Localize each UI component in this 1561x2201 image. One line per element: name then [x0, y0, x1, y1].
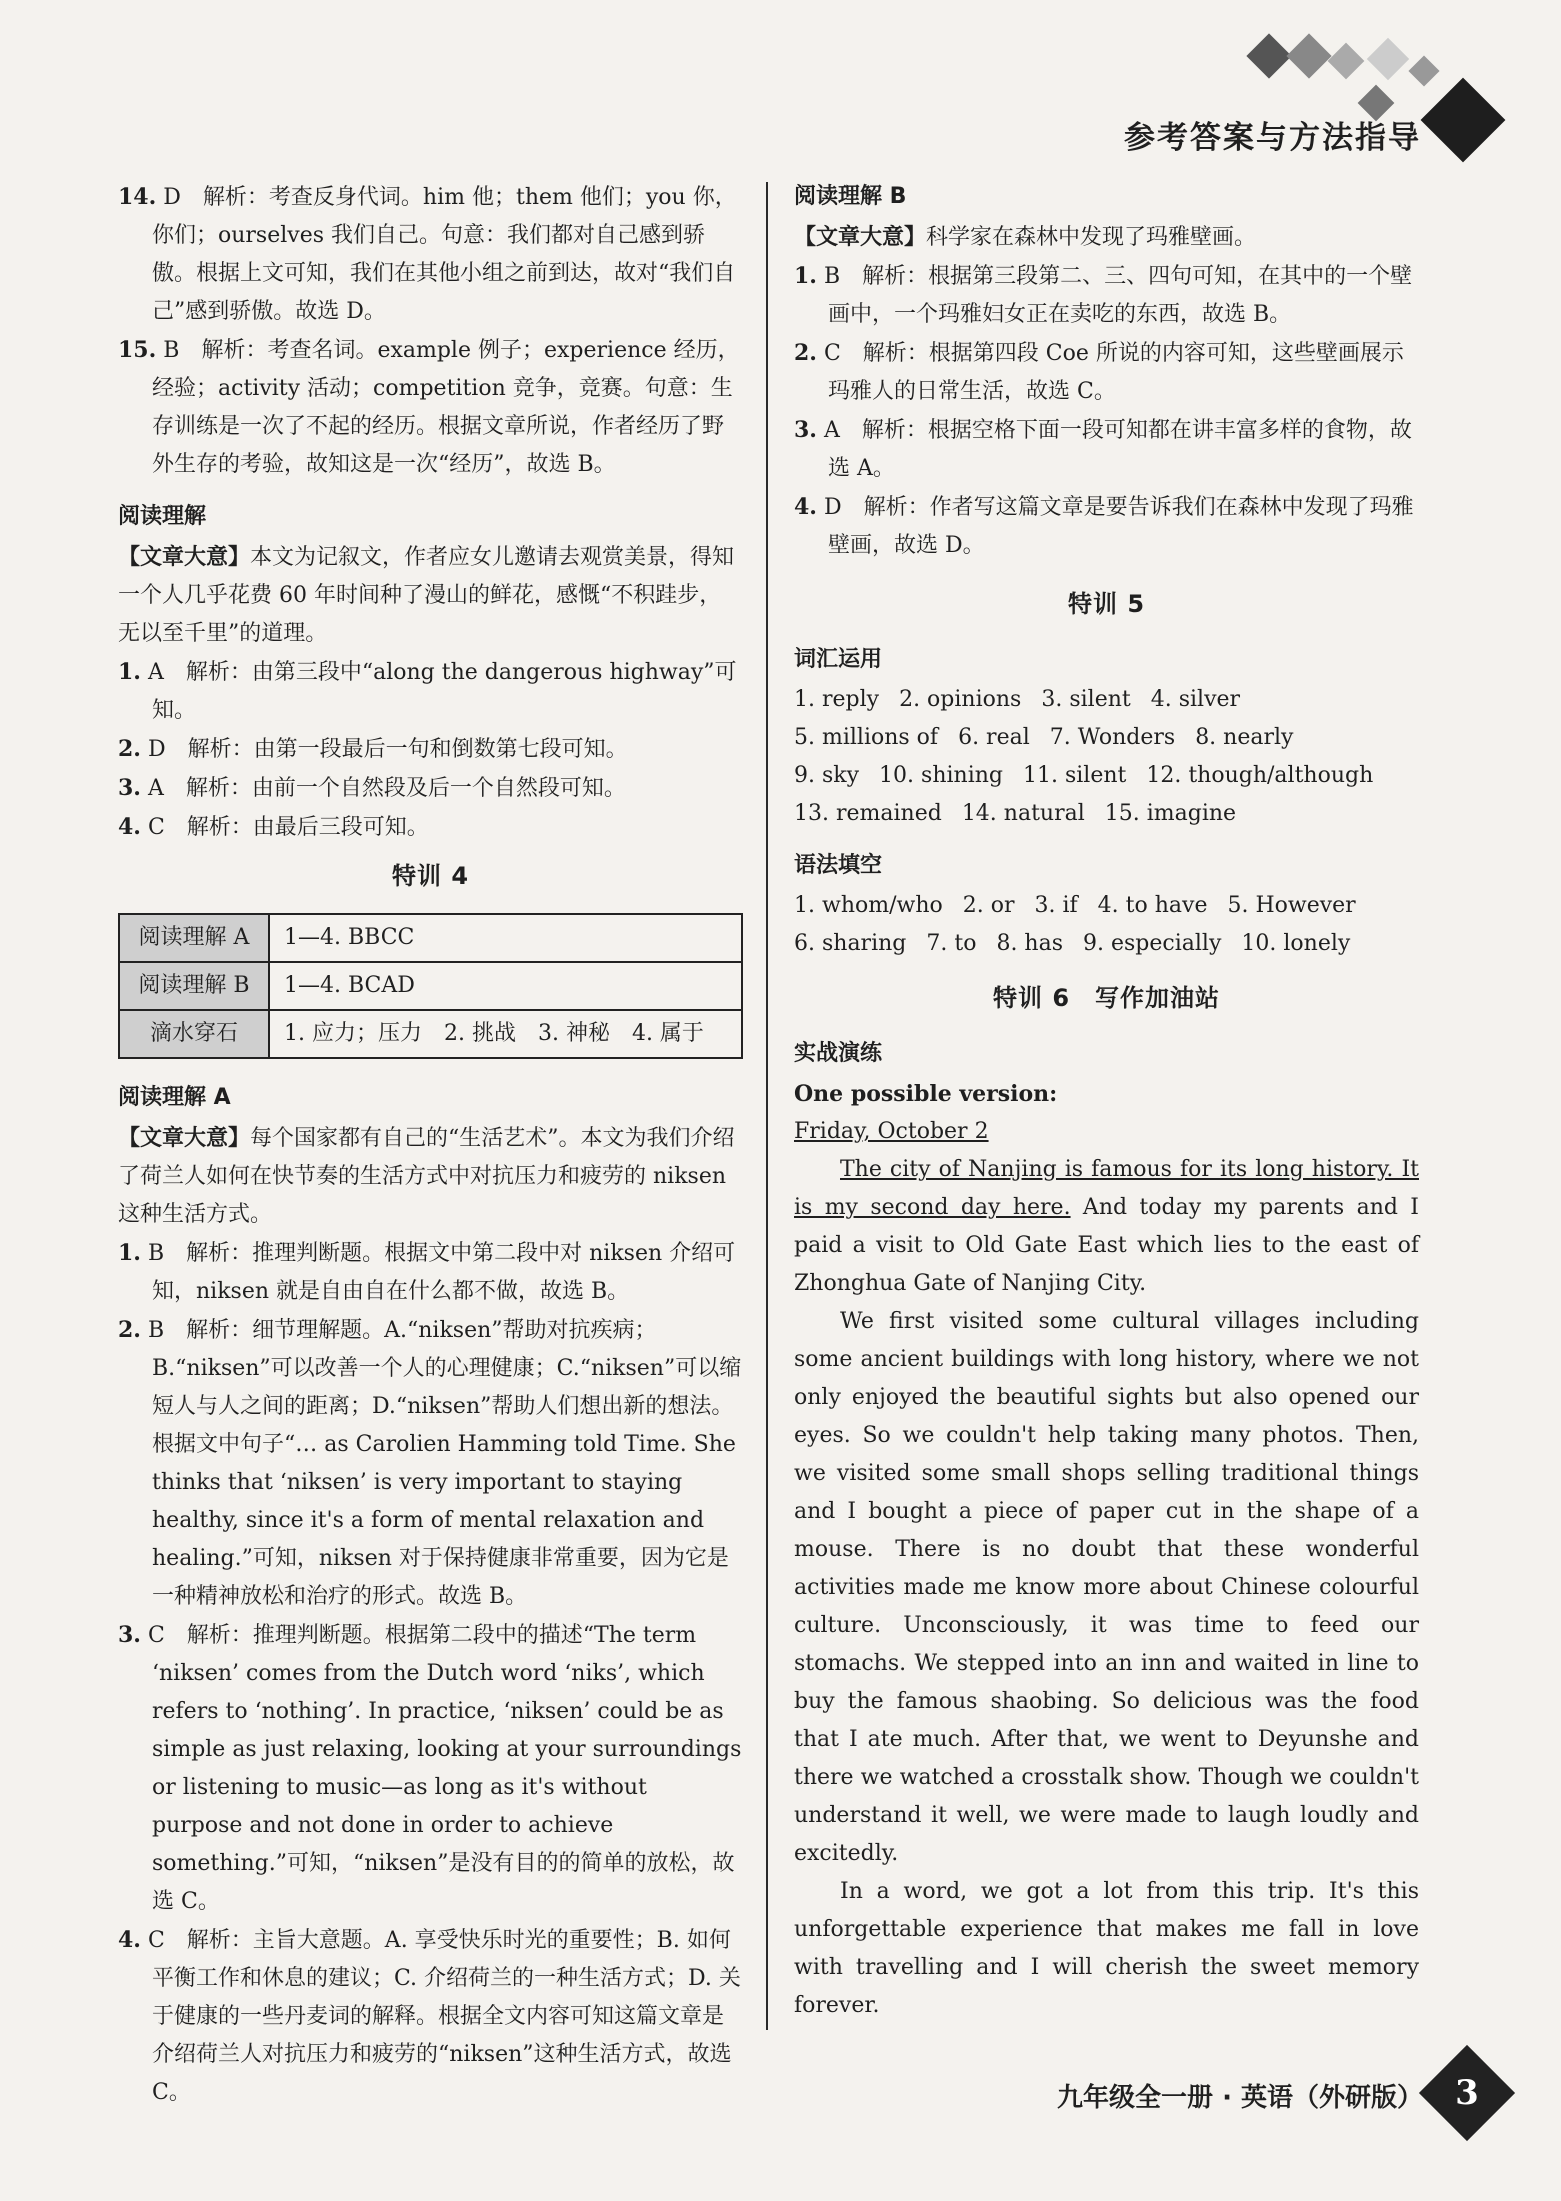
vocab-row: 9. sky 10. shining 11. silent 12. though/although — [794, 763, 1374, 788]
column-divider — [766, 182, 768, 2030]
page-header — [0, 0, 1561, 170]
diamond-decoration-icon — [1133, 30, 1513, 190]
vocab-row: 1. reply 2. opinions 3. silent 4. silver — [794, 687, 1241, 712]
left-column — [118, 178, 743, 2112]
vocab-row: 13. remained 14. natural 15. imagine — [794, 801, 1237, 826]
article-summary: 【文章大意】本文为记叙文，作者应女儿邀请去观赏美景，得知一个人几乎花费 60 年时间种了漫山的鲜花，感慨“不积跬步，无以至千里”的道理。 — [118, 544, 735, 646]
reading-heading: 阅读理解 B — [794, 184, 907, 209]
answer-item: 1. B 解析：根据第三段第二、三、四句可知，在其中的一个壁画中，一个玛雅妇女正在卖吃的东西，故选 B。 — [794, 263, 1413, 327]
page-footer — [0, 2031, 1561, 2201]
footer-text: 九年级全一册 · 英语（外研版） — [1057, 2083, 1423, 2113]
answer-item: 2. D 解析：由第一段最后一句和倒数第七段可知。 — [118, 736, 628, 762]
essay-date: Friday, October 2 — [794, 1119, 989, 1144]
essay — [794, 1151, 1419, 2025]
vocab-row: 5. millions of 6. real 7. Wonders 8. nearly — [794, 725, 1294, 750]
reading-heading: 阅读理解 — [118, 504, 207, 529]
article-summary: 【文章大意】科学家在森林中发现了玛雅壁画。 — [794, 224, 1257, 250]
page-number-badge — [1419, 2045, 1515, 2141]
answer-item: 15. B 解析：考查名词。example 例子；experience 经历，经验；activity 活动；competition 竞争，竞赛。句意：生存训练是一次了不起的经历。根据文章所说，作者经历了野外生存的考验，故知这是一次“经历”，故选 B。 — [118, 337, 740, 477]
answer-item: 1. A 解析：由第三段中“along the dangerous highway”可知。 — [118, 659, 737, 723]
grammar-row: 1. whom/who 2. or 3. if 4. to have 5. However — [794, 893, 1356, 918]
version-label: One possible version: — [794, 1081, 1058, 1107]
essay-paragraph: In a word, we got a lot from this trip. It's this unforgettable experience that makes me fall in love with travelling and I will cherish the sweet memory forever. — [794, 1879, 1419, 2018]
section-title: 特训 6 写作加油站 — [992, 984, 1221, 1012]
essay-paragraph: The city of Nanjing is famous for its long history. It is my second day here. And today my parents and I paid a visit to Old Gate East which lies to the east of Zhonghua Gate of Nanjing City. — [794, 1157, 1419, 1296]
right-column — [794, 178, 1419, 2025]
header-title: 参考答案与方法指导 — [1124, 120, 1421, 156]
section-title: 特训 5 — [1067, 590, 1146, 618]
practice-heading: 实战演练 — [794, 1041, 883, 1066]
answer-item: 3. A 解析：由前一个自然段及后一个自然段可知。 — [118, 775, 626, 801]
answer-item: 1. B 解析：推理判断题。根据文中第二段中对 niksen 介绍可知，niksen 就是自由自在什么都不做，故选 B。 — [118, 1240, 736, 1304]
answer-item: 3. C 解析：推理判断题。根据第二段中的描述“The term ‘niksen’ comes from the Dutch word ‘niks’, which refers to ‘nothing’. In practice, ‘niksen’ could be as simple as just relaxing, looking at your surroundings or listening to music—as long as it's without purpose and not done in order to achieve something.”可知，“niksen”是没有目的的简单的放松，故选 C。 — [118, 1622, 742, 1914]
table-row: 滴水穿石 1. 应力；压力 2. 挑战 3. 神秘 4. 属于 — [119, 1010, 742, 1058]
answer-item: 14. D 解析：考查反身代词。him 他；them 他们；you 你，你们；ourselves 我们自己。句意：我们都对自己感到骄傲。根据上文可知，我们在其他小组之前到达，故对“我们自己”感到骄傲。故选 D。 — [118, 184, 737, 324]
reading-heading: 阅读理解 A — [118, 1085, 231, 1110]
grammar-row: 6. sharing 7. to 8. has 9. especially 10. lonely — [794, 931, 1351, 956]
table-row: 阅读理解 B 1—4. BCAD — [119, 962, 742, 1010]
page-number: 3 — [1455, 2073, 1479, 2113]
essay-paragraph: We first visited some cultural villages including some ancient buildings with long history, where we not only enjoyed the beautiful sights but also opened our eyes. So we couldn't help taking many photos. Then, we visited some small shops selling traditional things and I bought a piece of paper cut in the shape of a mouse. There is no doubt that these wonderful activities made me know more about Chinese colourful culture. Unconsciously, it was time to feed our stomachs. We stepped into an inn and waited in line to buy the famous shaobing. So delicious was the food that I ate much. After that, we went to Deyunshe and there we watched a crosstalk show. Though we couldn't understand it well, we were made to laugh loudly and excitedly. — [794, 1309, 1419, 1866]
answers-table — [118, 913, 743, 1059]
answer-item: 2. B 解析：细节理解题。A.“niksen”帮助对抗疾病；B.“niksen”可以改善一个人的心理健康；C.“niksen”可以缩短人与人之间的距离；D.“niksen”帮助人们想出新的想法。根据文中句子“… as Carolien Hamming told Time. She thinks that ‘niksen’ is very important to staying healthy, since it's a form of mental relaxation and healing.”可知，niksen 对于保持健康非常重要，因为它是一种精神放松和治疗的形式。故选 B。 — [118, 1317, 742, 1609]
vocab-heading: 词汇运用 — [794, 647, 883, 672]
answer-item: 4. D 解析：作者写这篇文章是要告诉我们在森林中发现了玛雅壁画，故选 D。 — [794, 494, 1414, 558]
answer-item: 2. C 解析：根据第四段 Coe 所说的内容可知，这些壁画展示玛雅人的日常生活，故选 C。 — [794, 340, 1404, 404]
answer-item: 4. C 解析：主旨大意题。A. 享受快乐时光的重要性；B. 如何平衡工作和休息的建议；C. 介绍荷兰的一种生活方式；D. 关于健康的一些丹麦词的解释。根据全文内容可知这篇文章是介绍荷兰人对抗压力和疲劳的“niksen”这种生活方式，故选 C。 — [118, 1927, 741, 2105]
answer-item: 3. A 解析：根据空格下面一段可知都在讲丰富多样的食物，故选 A。 — [794, 417, 1412, 481]
answer-item: 4. C 解析：由最后三段可知。 — [118, 814, 429, 840]
grammar-heading: 语法填空 — [794, 853, 883, 878]
table-row: 阅读理解 A 1—4. BBCC — [119, 914, 742, 962]
section-title: 特训 4 — [391, 862, 470, 890]
article-summary: 【文章大意】每个国家都有自己的“生活艺术”。本文为我们介绍了荷兰人如何在快节奏的生活方式中对抗压力和疲劳的 niksen 这种生活方式。 — [118, 1125, 735, 1227]
